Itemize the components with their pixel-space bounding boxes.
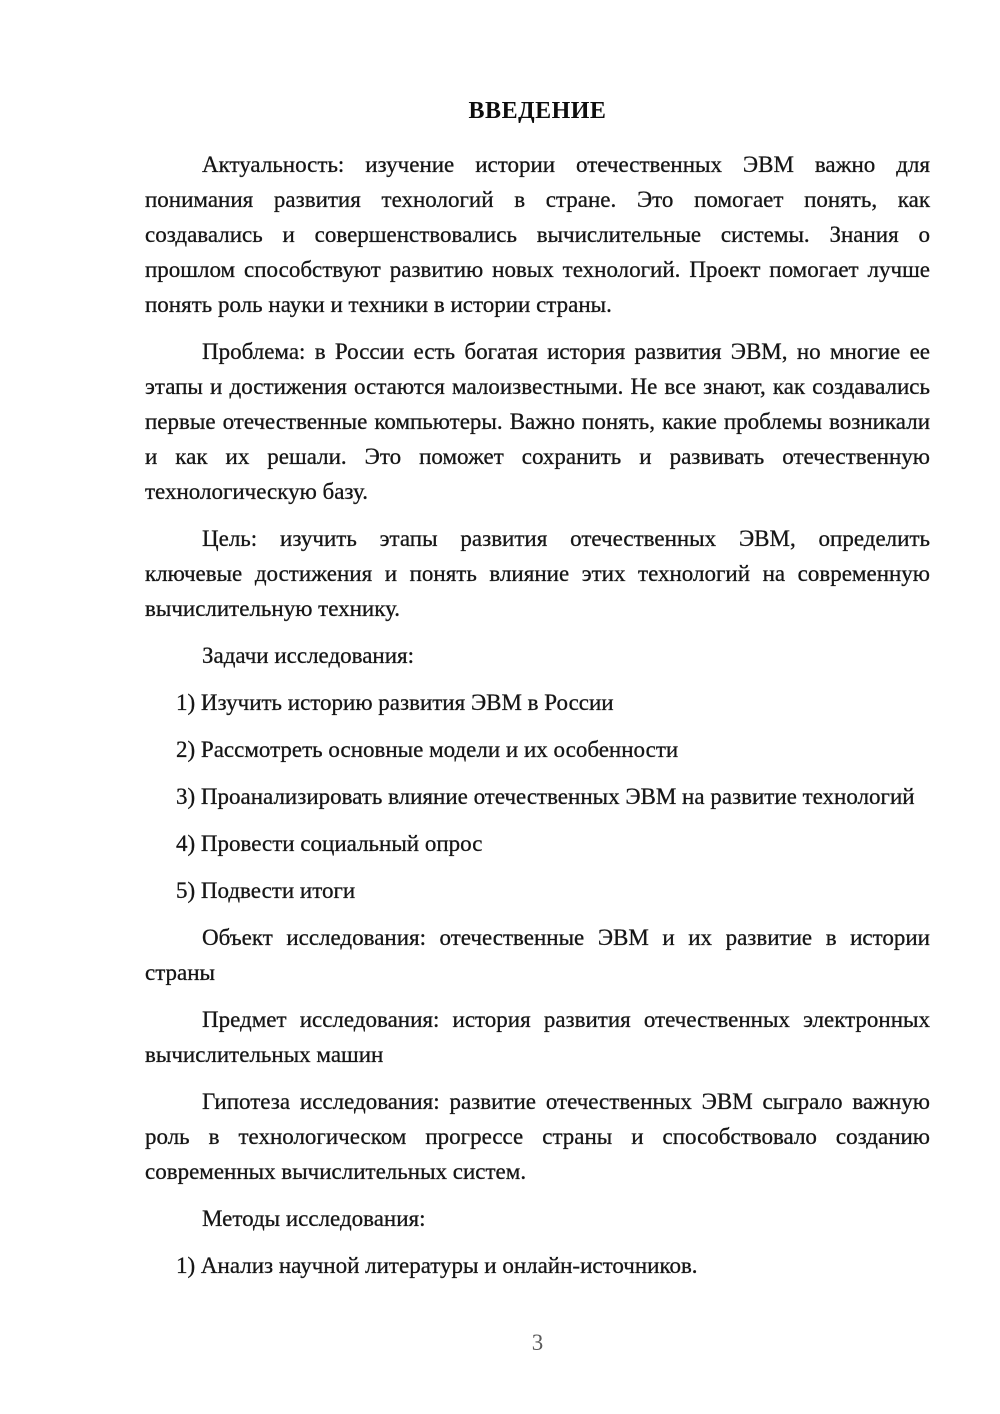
paragraph-relevance: Актуальность: изучение истории отечественных ЭВМ важно для понимания развития технологий в стране. Это помогает понять, как создавались и совершенствовались вычислительные системы. Знания о прошлом способствуют развитию новых технологий. Проект помогает лучше понять роль науки и техники в истории страны.	[145, 152, 930, 317]
paragraph-subject: Предмет исследования: история развития отечественных электронных вычислительных машин	[145, 1007, 930, 1067]
paragraph-object: Объект исследования: отечественные ЭВМ и их развитие в истории страны	[145, 925, 930, 985]
task-item-5: 5) Подвести итоги	[176, 878, 356, 903]
paragraph-problem: Проблема: в России есть богатая история развития ЭВМ, но многие ее этапы и достижения остаются малоизвестными. Не все знают, как создавались первые отечественные компьютеры. Важно понять, какие проблемы возникали и как их решали. Это поможет сохранить и развивать отечественную технологическую базу.	[145, 339, 930, 504]
task-item-4: 4) Провести социальный опрос	[176, 831, 483, 856]
page-number: 3	[531, 1330, 544, 1355]
paragraph-tasks-heading: Задачи исследования:	[202, 643, 415, 668]
task-item-3: 3) Проанализировать влияние отечественных ЭВМ на развитие технологий	[176, 784, 915, 809]
method-item-1: 1) Анализ научной литературы и онлайн-источников.	[176, 1253, 698, 1278]
paragraph-goal: Цель: изучить этапы развития отечественных ЭВМ, определить ключевые достижения и понять влияние этих технологий на современную вычислительную технику.	[145, 526, 930, 621]
task-item-2: 2) Рассмотреть основные модели и их особенности	[176, 737, 679, 762]
page-title: ВВЕДЕНИЕ	[468, 98, 607, 124]
task-item-1: 1) Изучить историю развития ЭВМ в России	[176, 690, 614, 715]
paragraph-methods-heading: Методы исследования:	[202, 1206, 426, 1231]
paragraph-hypothesis: Гипотеза исследования: развитие отечественных ЭВМ сыграло важную роль в технологическом прогрессе страны и способствовало созданию современных вычислительных систем.	[145, 1089, 930, 1184]
